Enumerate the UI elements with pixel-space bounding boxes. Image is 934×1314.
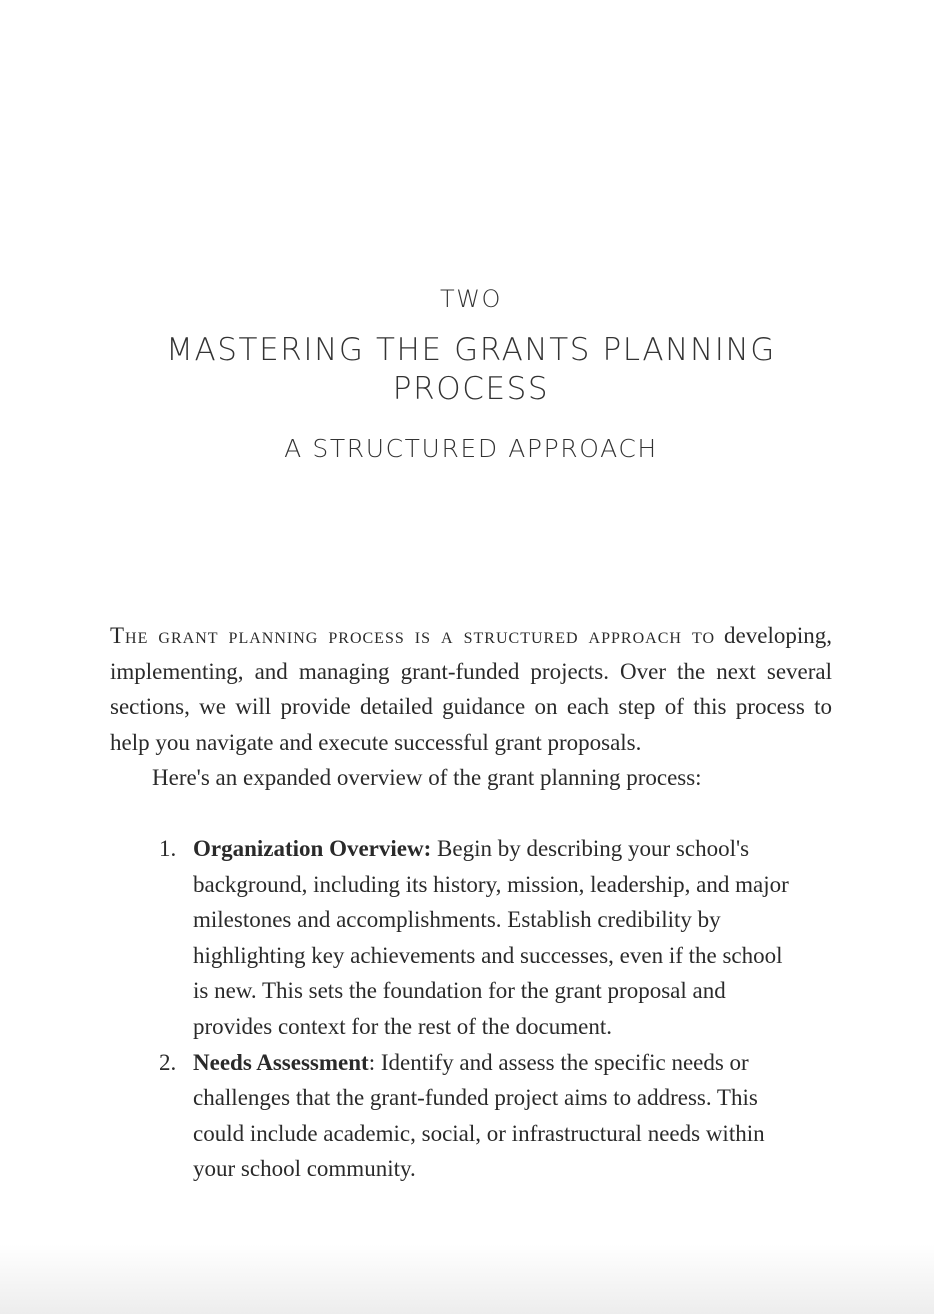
list-item-term: Needs Assessment bbox=[193, 1049, 369, 1075]
intro-paragraph bbox=[110, 618, 832, 760]
list-item-number: 2. bbox=[159, 1049, 177, 1075]
chapter-subtitle: A STRUCTURED APPROACH bbox=[284, 434, 658, 463]
chapter-number: TWO bbox=[439, 285, 503, 313]
intro-text: developing, implementing, and managing grant-funded projects. Over the next several sections, we will provide detailed guidance on each step of this process to help you navigate and execute successful grant proposals. bbox=[110, 623, 832, 755]
list-item bbox=[159, 1045, 793, 1187]
body-text bbox=[110, 618, 832, 1187]
list-item-text: : Identify and assess the specific needs or challenges that the grant-funded project aims to address. This could include academic, social, or infrastructural needs within your school community. bbox=[193, 1049, 765, 1182]
process-steps-list bbox=[110, 831, 793, 1187]
list-item-number: 1. bbox=[159, 835, 177, 861]
intro-lead-in: The grant planning process is a structured approach to bbox=[110, 623, 715, 648]
list-item-term: Organization Overview: bbox=[193, 835, 432, 861]
list-item bbox=[159, 831, 793, 1045]
chapter-title: MASTERING THE GRANTS PLANNING PROCESS bbox=[166, 332, 776, 407]
list-item-text: Begin by describing your school's background, including its history, mission, leadership, and major milestones and accomplishments. Establish credibility by highlighting key achievements and successes, even if the school is new. This sets the foundation for the grant proposal and provides context for the rest of the document. bbox=[193, 835, 789, 1039]
page-bottom-shadow bbox=[0, 1244, 934, 1314]
chapter-header bbox=[0, 284, 934, 465]
overview-paragraph: Here's an expanded overview of the grant planning process: bbox=[152, 765, 702, 791]
